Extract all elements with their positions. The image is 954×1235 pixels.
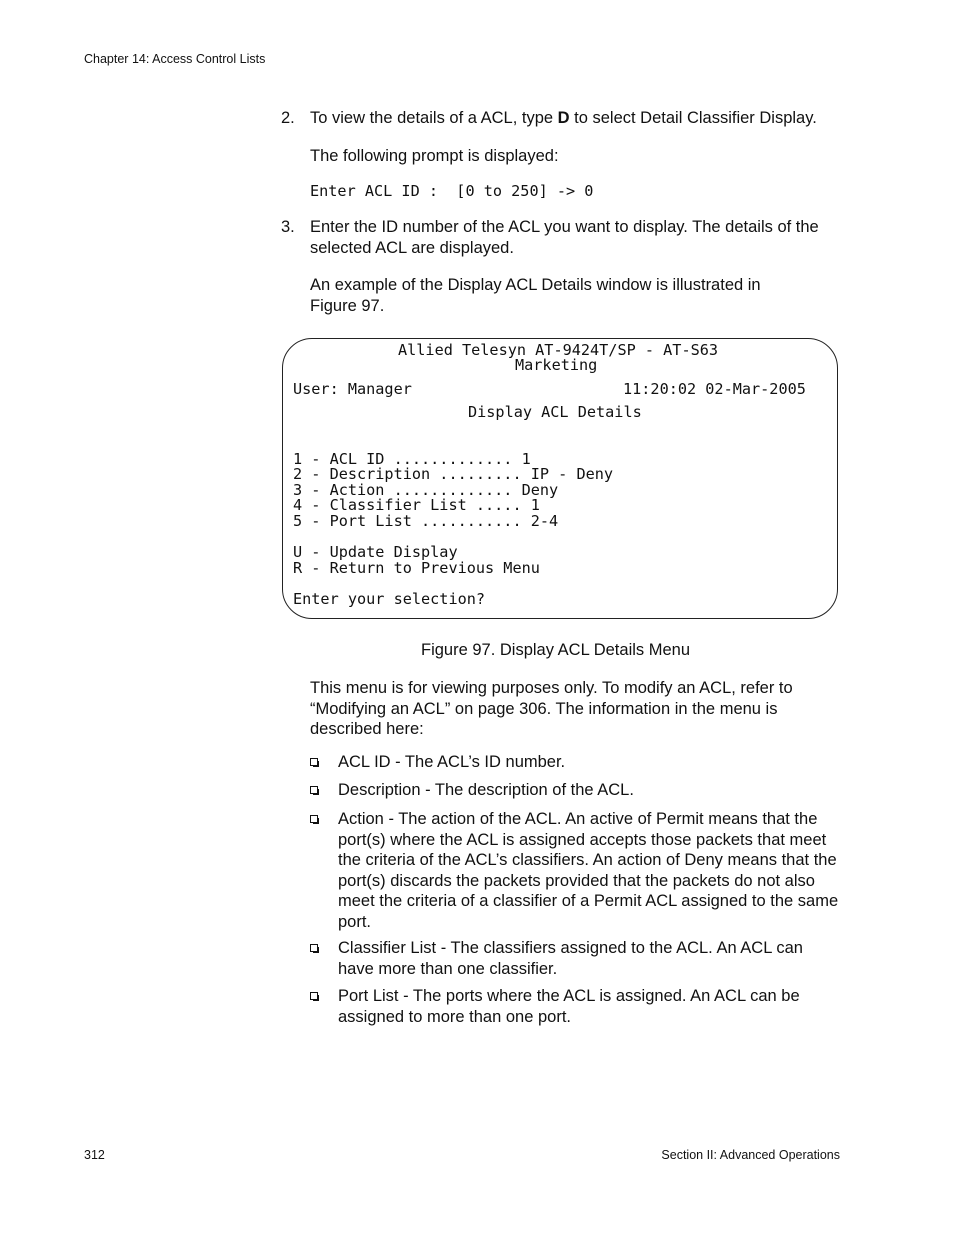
terminal-screen-title: Display ACL Details: [468, 403, 642, 421]
prompt-code: Enter ACL ID : [0 to 250] -> 0: [310, 182, 594, 200]
detail-key: D: [557, 109, 570, 127]
terminal-datetime: 11:20:02 02-Mar-2005: [623, 380, 806, 398]
menu-item-acl-id: 1 - ACL ID ............. 1: [293, 450, 531, 468]
terminal-title: Allied Telesyn AT-9424T/SP - AT-S63: [398, 341, 719, 359]
bullet-icon: [310, 815, 318, 823]
bullet-item: Port List - The ports where the ACL is assigned. An ACL can be assigned to more than one port.: [338, 987, 800, 1026]
prompt-intro: The following prompt is displayed:: [310, 147, 559, 165]
menu-item-action: 3 - Action ............. Deny: [293, 481, 559, 499]
step-number: 2.: [281, 109, 295, 127]
menu-item-port-list: 5 - Port List ........... 2-4: [293, 512, 559, 530]
bullet-item: ACL ID - The ACL’s ID number.: [338, 753, 566, 771]
description-text: This menu is for viewing purposes only. To modify an ACL, refer to “Modifying an ACL” on page 306. The information in the menu is described here:: [310, 679, 793, 738]
bullet-icon: [310, 944, 318, 952]
chapter-header: Chapter 14: Access Control Lists: [84, 52, 266, 66]
bullet-icon: [310, 758, 318, 766]
menu-item-description: 2 - Description ......... IP - Deny: [293, 465, 614, 483]
bullet-item: Classifier List - The classifiers assigned to the ACL. An ACL can have more than one classifier.: [338, 939, 803, 978]
bullet-icon: [310, 992, 318, 1000]
terminal-user: User: Manager: [293, 380, 412, 398]
terminal-prompt: Enter your selection?: [293, 590, 486, 608]
step-text: Enter the ID number of the ACL you want to display. The details of the selected ACL are displayed.: [310, 218, 819, 257]
bullet-item: Description - The description of the ACL.: [338, 781, 634, 799]
menu-item-update: U - Update Display: [293, 543, 458, 561]
section-footer: Section II: Advanced Operations: [661, 1148, 840, 1162]
menu-item-return: R - Return to Previous Menu: [293, 559, 540, 577]
step-number: 3.: [281, 218, 295, 236]
terminal-subtitle: Marketing: [515, 356, 598, 374]
step-text: To view the details of a ACL, type D to select Detail Classifier Display.: [310, 109, 817, 127]
bullet-item: Action - The action of the ACL. An active of Permit means that the port(s) where the ACL is assigned accepts those packets that meet the criteria of the ACL’s classifiers. An action of Deny means that the port(s) discards the packets provided that the packets do not also meet the criteria of a classifier of a Permit ACL assigned to the same port.: [338, 810, 839, 931]
example-text: An example of the Display ACL Details window is illustrated in Figure 97.: [310, 276, 761, 315]
menu-item-classifier-list: 4 - Classifier List ..... 1: [293, 496, 540, 514]
figure-caption: Figure 97. Display ACL Details Menu: [421, 641, 691, 659]
page-number: 312: [84, 1148, 105, 1162]
bullet-icon: [310, 786, 318, 794]
